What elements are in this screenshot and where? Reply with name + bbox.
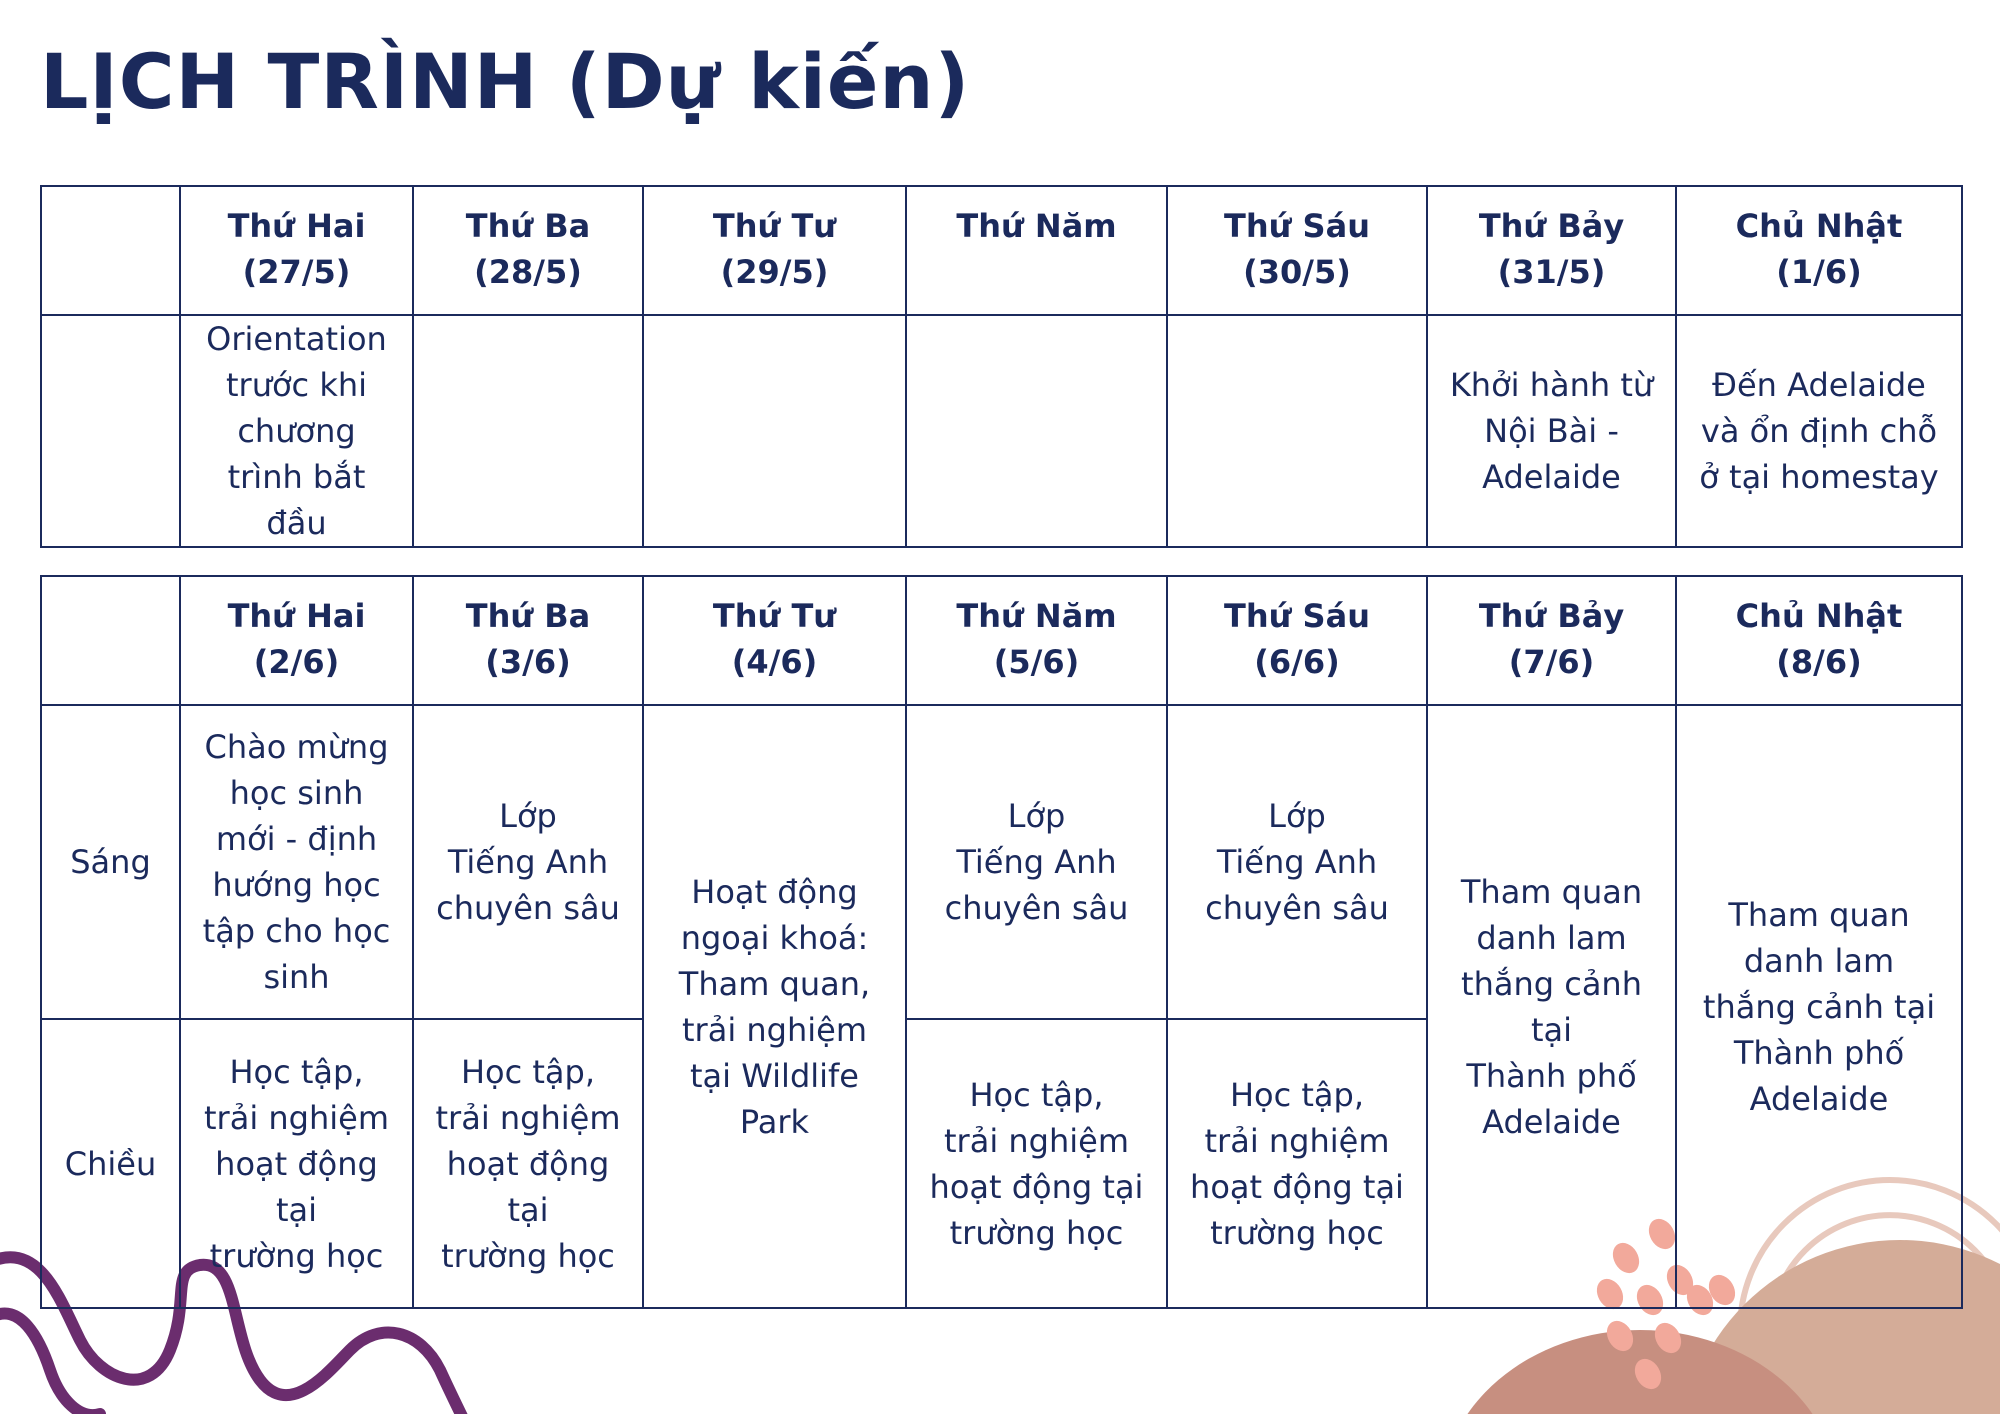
day-header: Thứ Hai (2/6) bbox=[180, 576, 413, 705]
activity-cell bbox=[906, 315, 1167, 547]
day-header: Thứ Sáu (6/6) bbox=[1167, 576, 1427, 705]
row-label-morning: Sáng bbox=[41, 705, 180, 1019]
day-header: Chủ Nhật (1/6) bbox=[1676, 186, 1962, 315]
table-header-row bbox=[41, 186, 1962, 315]
day-header: Thứ Bảy (7/6) bbox=[1427, 576, 1676, 705]
activity-cell: Khởi hành từ Nội Bài - Adelaide bbox=[1427, 315, 1676, 547]
day-header: Thứ Năm (5/6) bbox=[906, 576, 1167, 705]
activity-cell bbox=[413, 315, 643, 547]
activity-cell: Tham quan danh lam thắng cảnh tại Thành phố Adelaide bbox=[1427, 705, 1676, 1308]
activity-cell: Lớp Tiếng Anh chuyên sâu bbox=[1167, 705, 1427, 1019]
page-title: LỊCH TRÌNH (Dự kiến) bbox=[40, 37, 971, 126]
activity-cell: Học tập, trải nghiệm hoạt động tại trường học bbox=[906, 1019, 1167, 1308]
activity-cell: Orientation trước khi chương trình bắt đầu bbox=[180, 315, 413, 547]
day-header: Chủ Nhật (8/6) bbox=[1676, 576, 1962, 705]
schedule-table-week2 bbox=[40, 575, 1963, 1309]
schedule-table-week1 bbox=[40, 185, 1963, 548]
day-header: Thứ Ba (3/6) bbox=[413, 576, 643, 705]
activity-cell: Chào mừng học sinh mới - định hướng học tập cho học sinh bbox=[180, 705, 413, 1019]
day-header: Thứ Hai (27/5) bbox=[180, 186, 413, 315]
activity-cell: Học tập, trải nghiệm hoạt động tại trường học bbox=[1167, 1019, 1427, 1308]
day-header: Thứ Tư (29/5) bbox=[643, 186, 906, 315]
rose-blob bbox=[1440, 1330, 1840, 1414]
activity-cell: Tham quan danh lam thắng cảnh tại Thành phố Adelaide bbox=[1676, 705, 1962, 1308]
empty-corner-cell bbox=[41, 576, 180, 705]
morning-row bbox=[41, 705, 1962, 1019]
activity-cell: Hoạt động ngoại khoá: Tham quan, trải nghiệm tại Wildlife Park bbox=[643, 705, 906, 1308]
day-header: Thứ Tư (4/6) bbox=[643, 576, 906, 705]
activity-cell: Đến Adelaide và ổn định chỗ ở tại homestay bbox=[1676, 315, 1962, 547]
row-label-afternoon: Chiều bbox=[41, 1019, 180, 1308]
table-header-row bbox=[41, 576, 1962, 705]
activity-cell bbox=[1167, 315, 1427, 547]
squiggle-decoration-2 bbox=[0, 1314, 100, 1414]
day-header: Thứ Sáu (30/5) bbox=[1167, 186, 1427, 315]
row-label-cell bbox=[41, 315, 180, 547]
table-row bbox=[41, 315, 1962, 547]
day-header: Thứ Năm bbox=[906, 186, 1167, 315]
activity-cell: Học tập, trải nghiệm hoạt động tại trường học bbox=[180, 1019, 413, 1308]
day-header: Thứ Bảy (31/5) bbox=[1427, 186, 1676, 315]
activity-cell: Học tập, trải nghiệm hoạt động tại trường học bbox=[413, 1019, 643, 1308]
activity-cell: Lớp Tiếng Anh chuyên sâu bbox=[413, 705, 643, 1019]
activity-cell bbox=[643, 315, 906, 547]
day-header: Thứ Ba (28/5) bbox=[413, 186, 643, 315]
activity-cell: Lớp Tiếng Anh chuyên sâu bbox=[906, 705, 1167, 1019]
empty-corner-cell bbox=[41, 186, 180, 315]
